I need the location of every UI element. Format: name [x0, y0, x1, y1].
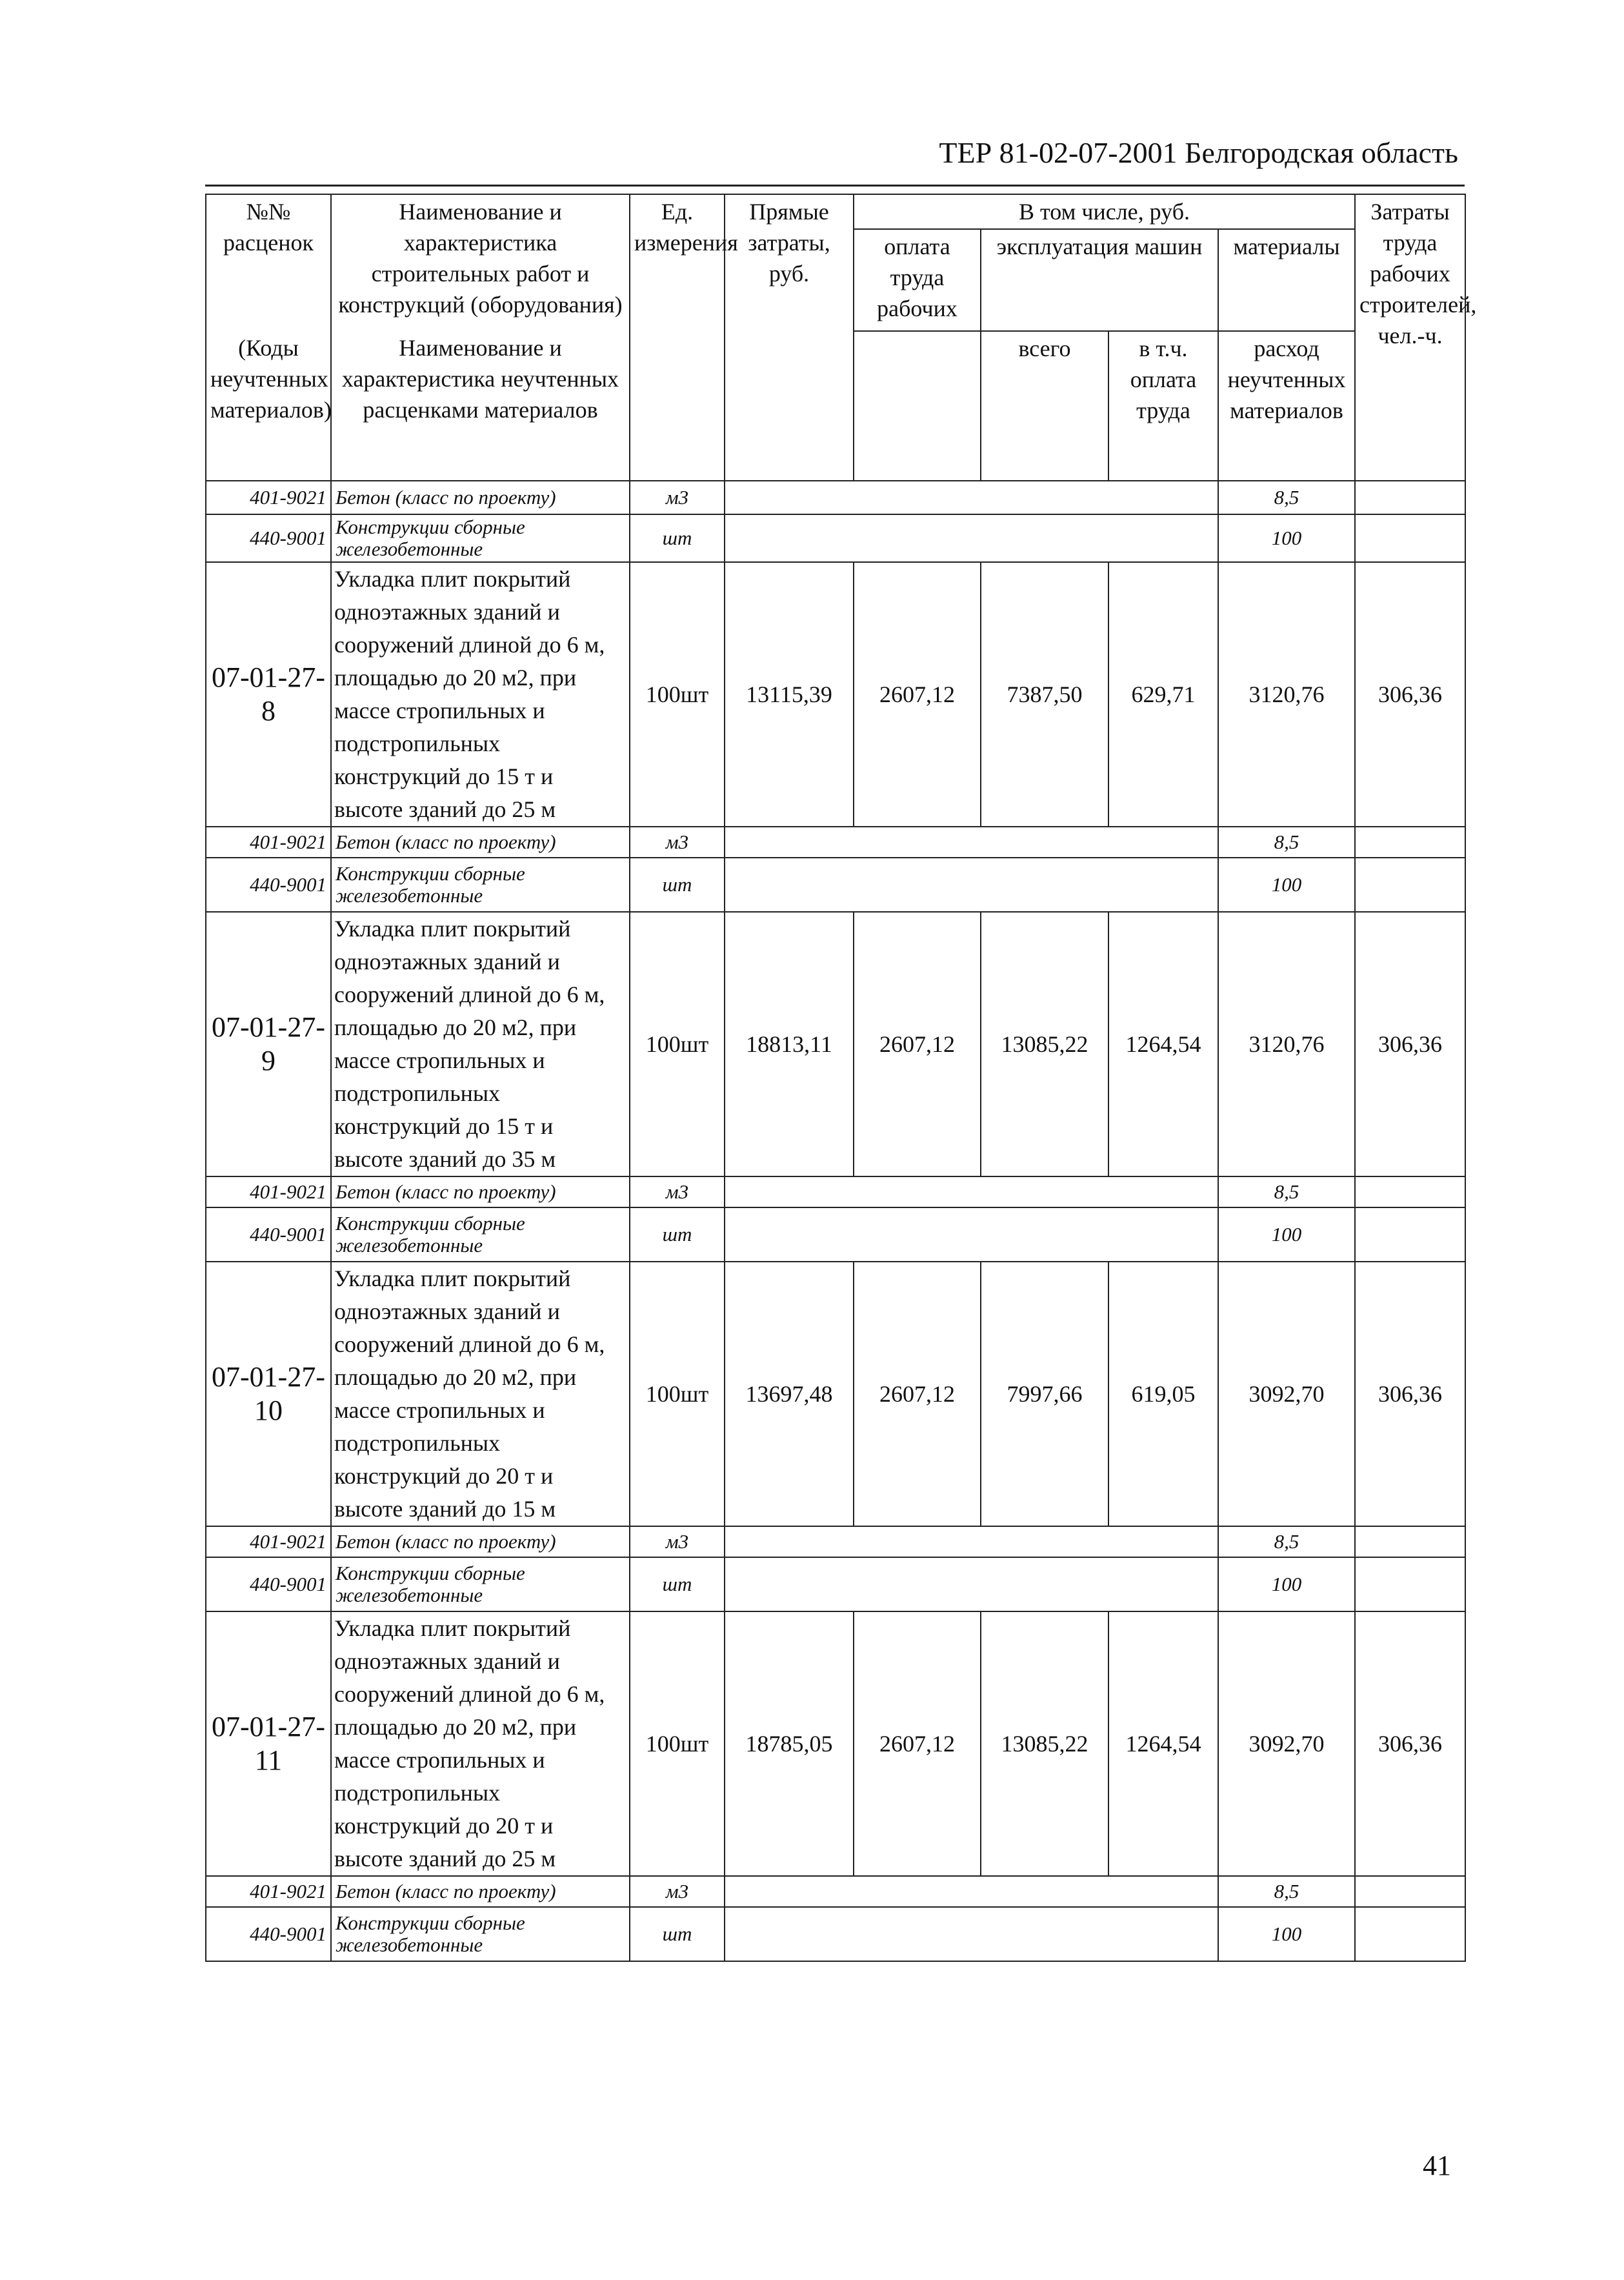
col-codes-unaccounted-header: (Коды неучтенных материалов) [206, 331, 331, 481]
material-empty [725, 514, 1218, 562]
rate-code: 07-01-27-8 [206, 562, 331, 827]
material-name: Бетон (класс по проекту) [331, 1526, 630, 1557]
material-name: Конструкции сборные железобетонные [331, 858, 630, 912]
material-qty: 100 [1218, 858, 1355, 912]
material-code: 401-9021 [206, 481, 331, 514]
material-row [206, 481, 1465, 514]
rate-machines-total: 13085,22 [981, 912, 1108, 1176]
material-qty: 8,5 [1218, 481, 1355, 514]
material-qty: 8,5 [1218, 1526, 1355, 1557]
col-labor-pay-lower [854, 331, 981, 481]
material-empty [1355, 1907, 1465, 1961]
rate-unit: 100шт [630, 1611, 725, 1876]
material-unit: м3 [630, 481, 725, 514]
material-empty [725, 827, 1218, 858]
material-unit: м3 [630, 1176, 725, 1207]
material-empty [725, 1876, 1218, 1907]
material-name: Конструкции сборные железобетонные [331, 1557, 630, 1611]
material-empty [725, 1526, 1218, 1557]
table-row [206, 1611, 1465, 1876]
rate-code: 07-01-27-9 [206, 912, 331, 1176]
material-qty: 8,5 [1218, 1176, 1355, 1207]
rate-description: Укладка плит покрытий одноэтажных зданий и сооружений длиной до 6 м, площадью до 20 м2, при массе стропильных и подстропильных конструкций до 15 т и высоте зданий до 25 м [331, 562, 630, 827]
price-table [205, 194, 1477, 1962]
material-row [206, 514, 1465, 562]
material-code: 401-9021 [206, 1526, 331, 1557]
material-empty [1355, 1557, 1465, 1611]
rate-direct-costs: 13697,48 [725, 1262, 854, 1526]
material-code: 440-9001 [206, 1207, 331, 1262]
material-row [206, 1176, 1465, 1207]
material-empty [725, 1176, 1218, 1207]
material-empty [1355, 1876, 1465, 1907]
material-unit: шт [630, 1557, 725, 1611]
material-code: 440-9001 [206, 858, 331, 912]
material-qty: 100 [1218, 1907, 1355, 1961]
rate-materials: 3092,70 [1218, 1611, 1355, 1876]
rate-machines-labor: 629,71 [1108, 562, 1218, 827]
rate-labor-pay: 2607,12 [854, 562, 981, 827]
rate-direct-costs: 18785,05 [725, 1611, 854, 1876]
material-row [206, 1876, 1465, 1907]
table-row [206, 1262, 1465, 1526]
table-row [206, 562, 1465, 827]
material-name: Бетон (класс по проекту) [331, 481, 630, 514]
material-empty [1355, 1176, 1465, 1207]
rate-machines-labor: 1264,54 [1108, 1611, 1218, 1876]
rate-labor-pay: 2607,12 [854, 1611, 981, 1876]
rate-description: Укладка плит покрытий одноэтажных зданий и сооружений длиной до 6 м, площадью до 20 м2, при массе стропильных и подстропильных конструкций до 20 т и высоте зданий до 25 м [331, 1611, 630, 1876]
rate-labor-hours: 306,36 [1355, 1611, 1465, 1876]
rate-machines-total: 7387,50 [981, 562, 1108, 827]
rate-labor-pay: 2607,12 [854, 912, 981, 1176]
material-empty [725, 1207, 1218, 1262]
material-name: Конструкции сборные железобетонные [331, 1907, 630, 1961]
rate-description: Укладка плит покрытий одноэтажных зданий и сооружений длиной до 6 м, площадью до 20 м2, при массе стропильных и подстропильных конструкций до 15 т и высоте зданий до 35 м [331, 912, 630, 1176]
material-empty [725, 858, 1218, 912]
material-code: 440-9001 [206, 514, 331, 562]
rate-code: 07-01-27-11 [206, 1611, 331, 1876]
material-unit: шт [630, 514, 725, 562]
material-qty: 100 [1218, 1207, 1355, 1262]
col-direct-header: Прямые затраты, руб. [725, 194, 854, 481]
material-empty [725, 481, 1218, 514]
material-unit: шт [630, 858, 725, 912]
rate-labor-hours: 306,36 [1355, 1262, 1465, 1526]
material-name: Конструкции сборные железобетонные [331, 514, 630, 562]
col-including-header: В том числе, руб. [854, 194, 1355, 229]
material-empty [1355, 481, 1465, 514]
rate-machines-labor: 619,05 [1108, 1262, 1218, 1526]
col-machines-labor-header: в т.ч. оплата труда [1108, 331, 1218, 481]
material-name: Бетон (класс по проекту) [331, 1176, 630, 1207]
material-empty [1355, 858, 1465, 912]
rate-unit: 100шт [630, 1262, 725, 1526]
col-machines-header: эксплуатация машин [981, 229, 1218, 331]
material-name: Конструкции сборные железобетонные [331, 1207, 630, 1262]
material-row [206, 827, 1465, 858]
rate-direct-costs: 18813,11 [725, 912, 854, 1176]
material-row [206, 1207, 1465, 1262]
rate-labor-hours: 306,36 [1355, 562, 1465, 827]
col-labor-pay-header: оплата труда рабочих [854, 229, 981, 331]
rate-labor-hours: 306,36 [1355, 912, 1465, 1176]
material-empty [1355, 1526, 1465, 1557]
material-code: 401-9021 [206, 1176, 331, 1207]
col-machines-total-header: всего [981, 331, 1108, 481]
material-row [206, 1557, 1465, 1611]
material-qty: 100 [1218, 1557, 1355, 1611]
rate-labor-pay: 2607,12 [854, 1262, 981, 1526]
rate-unit: 100шт [630, 562, 725, 827]
col-name-unaccounted-header: Наименование и характеристика неучтенных расценками материалов [331, 331, 630, 481]
material-code: 440-9001 [206, 1557, 331, 1611]
col-labor-hours-header: Затраты труда рабочих строителей, чел.-ч. [1355, 194, 1465, 481]
material-code: 440-9001 [206, 1907, 331, 1961]
material-row [206, 858, 1465, 912]
rate-machines-labor: 1264,54 [1108, 912, 1218, 1176]
table-body [206, 481, 1465, 1961]
material-unit: м3 [630, 1876, 725, 1907]
material-qty: 8,5 [1218, 1876, 1355, 1907]
col-materials-consumption-header: расход неучтенных материалов [1218, 331, 1355, 481]
material-unit: м3 [630, 1526, 725, 1557]
material-empty [1355, 827, 1465, 858]
material-name: Бетон (класс по проекту) [331, 1876, 630, 1907]
document-header: ТЕР 81-02-07-2001 Белгородская область [939, 136, 1458, 169]
rate-description: Укладка плит покрытий одноэтажных зданий и сооружений длиной до 6 м, площадью до 20 м2, при массе стропильных и подстропильных конструкций до 20 т и высоте зданий до 15 м [331, 1262, 630, 1526]
rate-machines-total: 7997,66 [981, 1262, 1108, 1526]
col-name-header: Наименование и характеристика строительных работ и конструкций (оборудования) [331, 194, 630, 331]
rate-materials: 3120,76 [1218, 562, 1355, 827]
material-code: 401-9021 [206, 1876, 331, 1907]
table-row [206, 912, 1465, 1176]
material-empty [725, 1907, 1218, 1961]
page-number: 41 [1423, 2150, 1451, 2181]
material-row [206, 1526, 1465, 1557]
material-empty [1355, 1207, 1465, 1262]
col-materials-header: материалы [1218, 229, 1355, 331]
material-qty: 8,5 [1218, 827, 1355, 858]
material-qty: 100 [1218, 514, 1355, 562]
rate-unit: 100шт [630, 912, 725, 1176]
header-rule [205, 185, 1465, 187]
material-row [206, 1907, 1465, 1961]
rate-materials: 3120,76 [1218, 912, 1355, 1176]
material-empty [1355, 514, 1465, 562]
col-unit-header: Ед. измерения [630, 194, 725, 481]
table-header [206, 194, 1477, 481]
rate-code: 07-01-27-10 [206, 1262, 331, 1526]
rate-machines-total: 13085,22 [981, 1611, 1108, 1876]
material-code: 401-9021 [206, 827, 331, 858]
material-empty [725, 1557, 1218, 1611]
rate-materials: 3092,70 [1218, 1262, 1355, 1526]
material-unit: м3 [630, 827, 725, 858]
col-code-header: №№ расценок [206, 194, 331, 331]
material-unit: шт [630, 1207, 725, 1262]
material-name: Бетон (класс по проекту) [331, 827, 630, 858]
material-unit: шт [630, 1907, 725, 1961]
rate-direct-costs: 13115,39 [725, 562, 854, 827]
